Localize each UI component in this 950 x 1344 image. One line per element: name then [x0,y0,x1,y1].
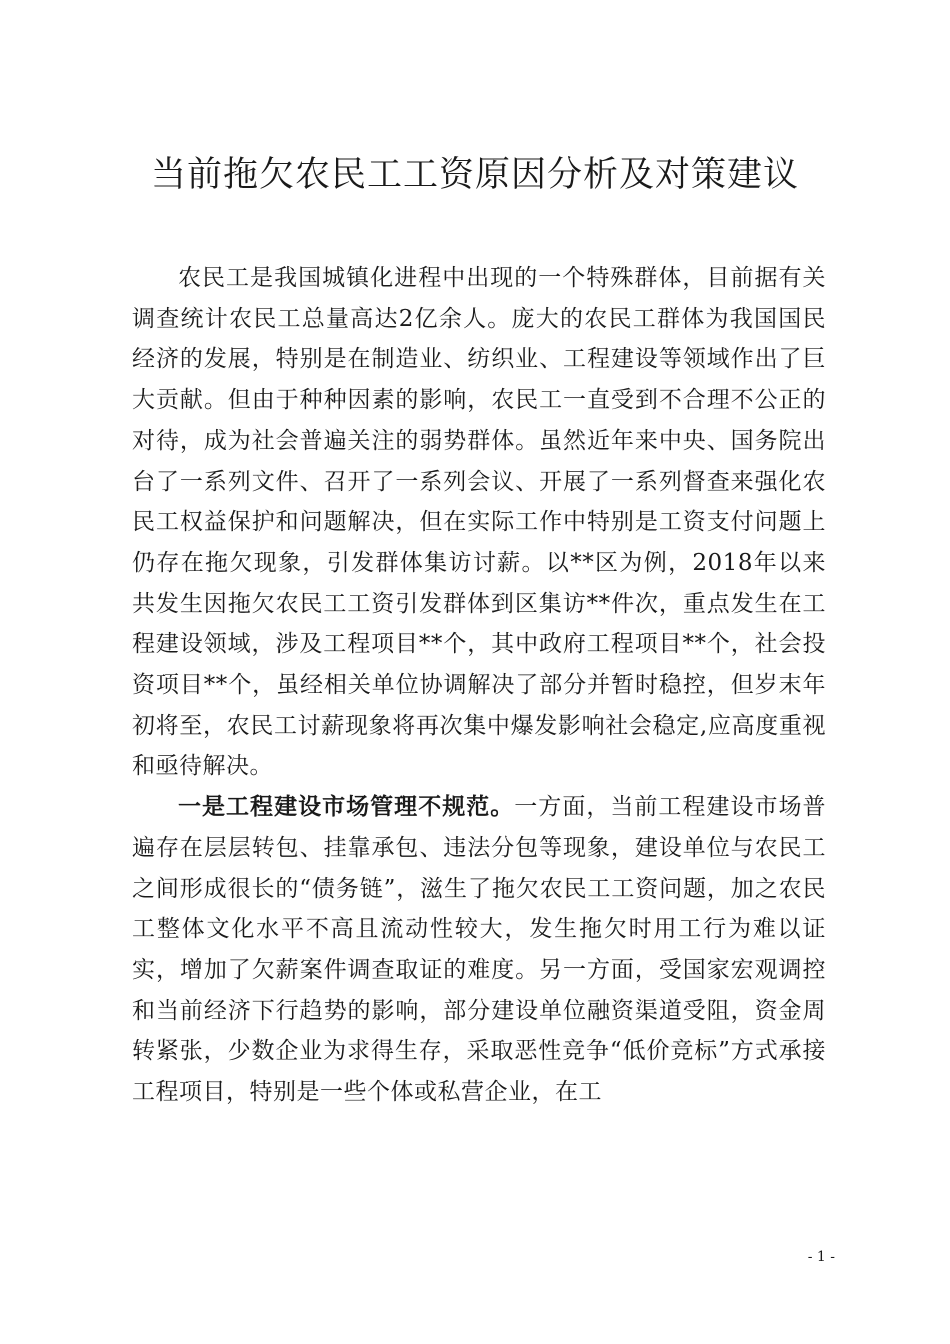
paragraph-cause-one [132,787,826,1113]
paragraph-intro: 农民工是我国城镇化进程中出现的一个特殊群体，目前据有关调查统计农民工总量高达2亿余人。庞大的农民工群体为我国国民经济的发展，特别是在制造业、纺织业、工程建设等领域作出了巨大贡献。但由于种种因素的影响，农民工一直受到不合理不公正的对待，成为社会普遍关注的弱势群体。虽然近年来中央、国务院出台了一系列文件、召开了一系列会议、开展了一系列督查来强化农民工权益保护和问题解决，但在实际工作中特别是工资支付问题上仍存在拖欠现象，引发群体集访讨薪。以**区为例，2018年以来共发生因拖欠农民工工资引发群体到区集访**件次，重点发生在工程建设领域，涉及工程项目**个，其中政府工程项目**个，社会投资项目**个，虽经相关单位协调解决了部分并暂时稳控，但岁末年初将至，农民工讨薪现象将再次集中爆发影响社会稳定,应高度重视和亟待解决。 [132,265,826,780]
page-number: - 1 - [807,1249,835,1265]
document-title: 当前拖欠农民工工资原因分析及对策建议 [150,155,799,195]
document-body [132,258,826,1113]
paragraph-cause-one-text: 一方面，当前工程建设市场普遍存在层层转包、挂靠承包、违法分包等现象，建设单位与农民工之间形成很长的“债务链”，滋生了拖欠农民工工资问题，加之农民工整体文化水平不高且流动性较大，发生拖欠时用工行为难以证实，增加了欠薪案件调查取证的难度。另一方面，受国家宏观调控和当前经济下行趋势的影响，部分建设单位融资渠道受阻，资金周转紧张，少数企业为求得生存，采取恶性竞争“低价竞标”方式承接工程项目，特别是一些个体或私营企业，在工 [132,794,827,1106]
paragraph-lead-heading: 一是工程建设市场管理不规范。 [178,793,515,821]
